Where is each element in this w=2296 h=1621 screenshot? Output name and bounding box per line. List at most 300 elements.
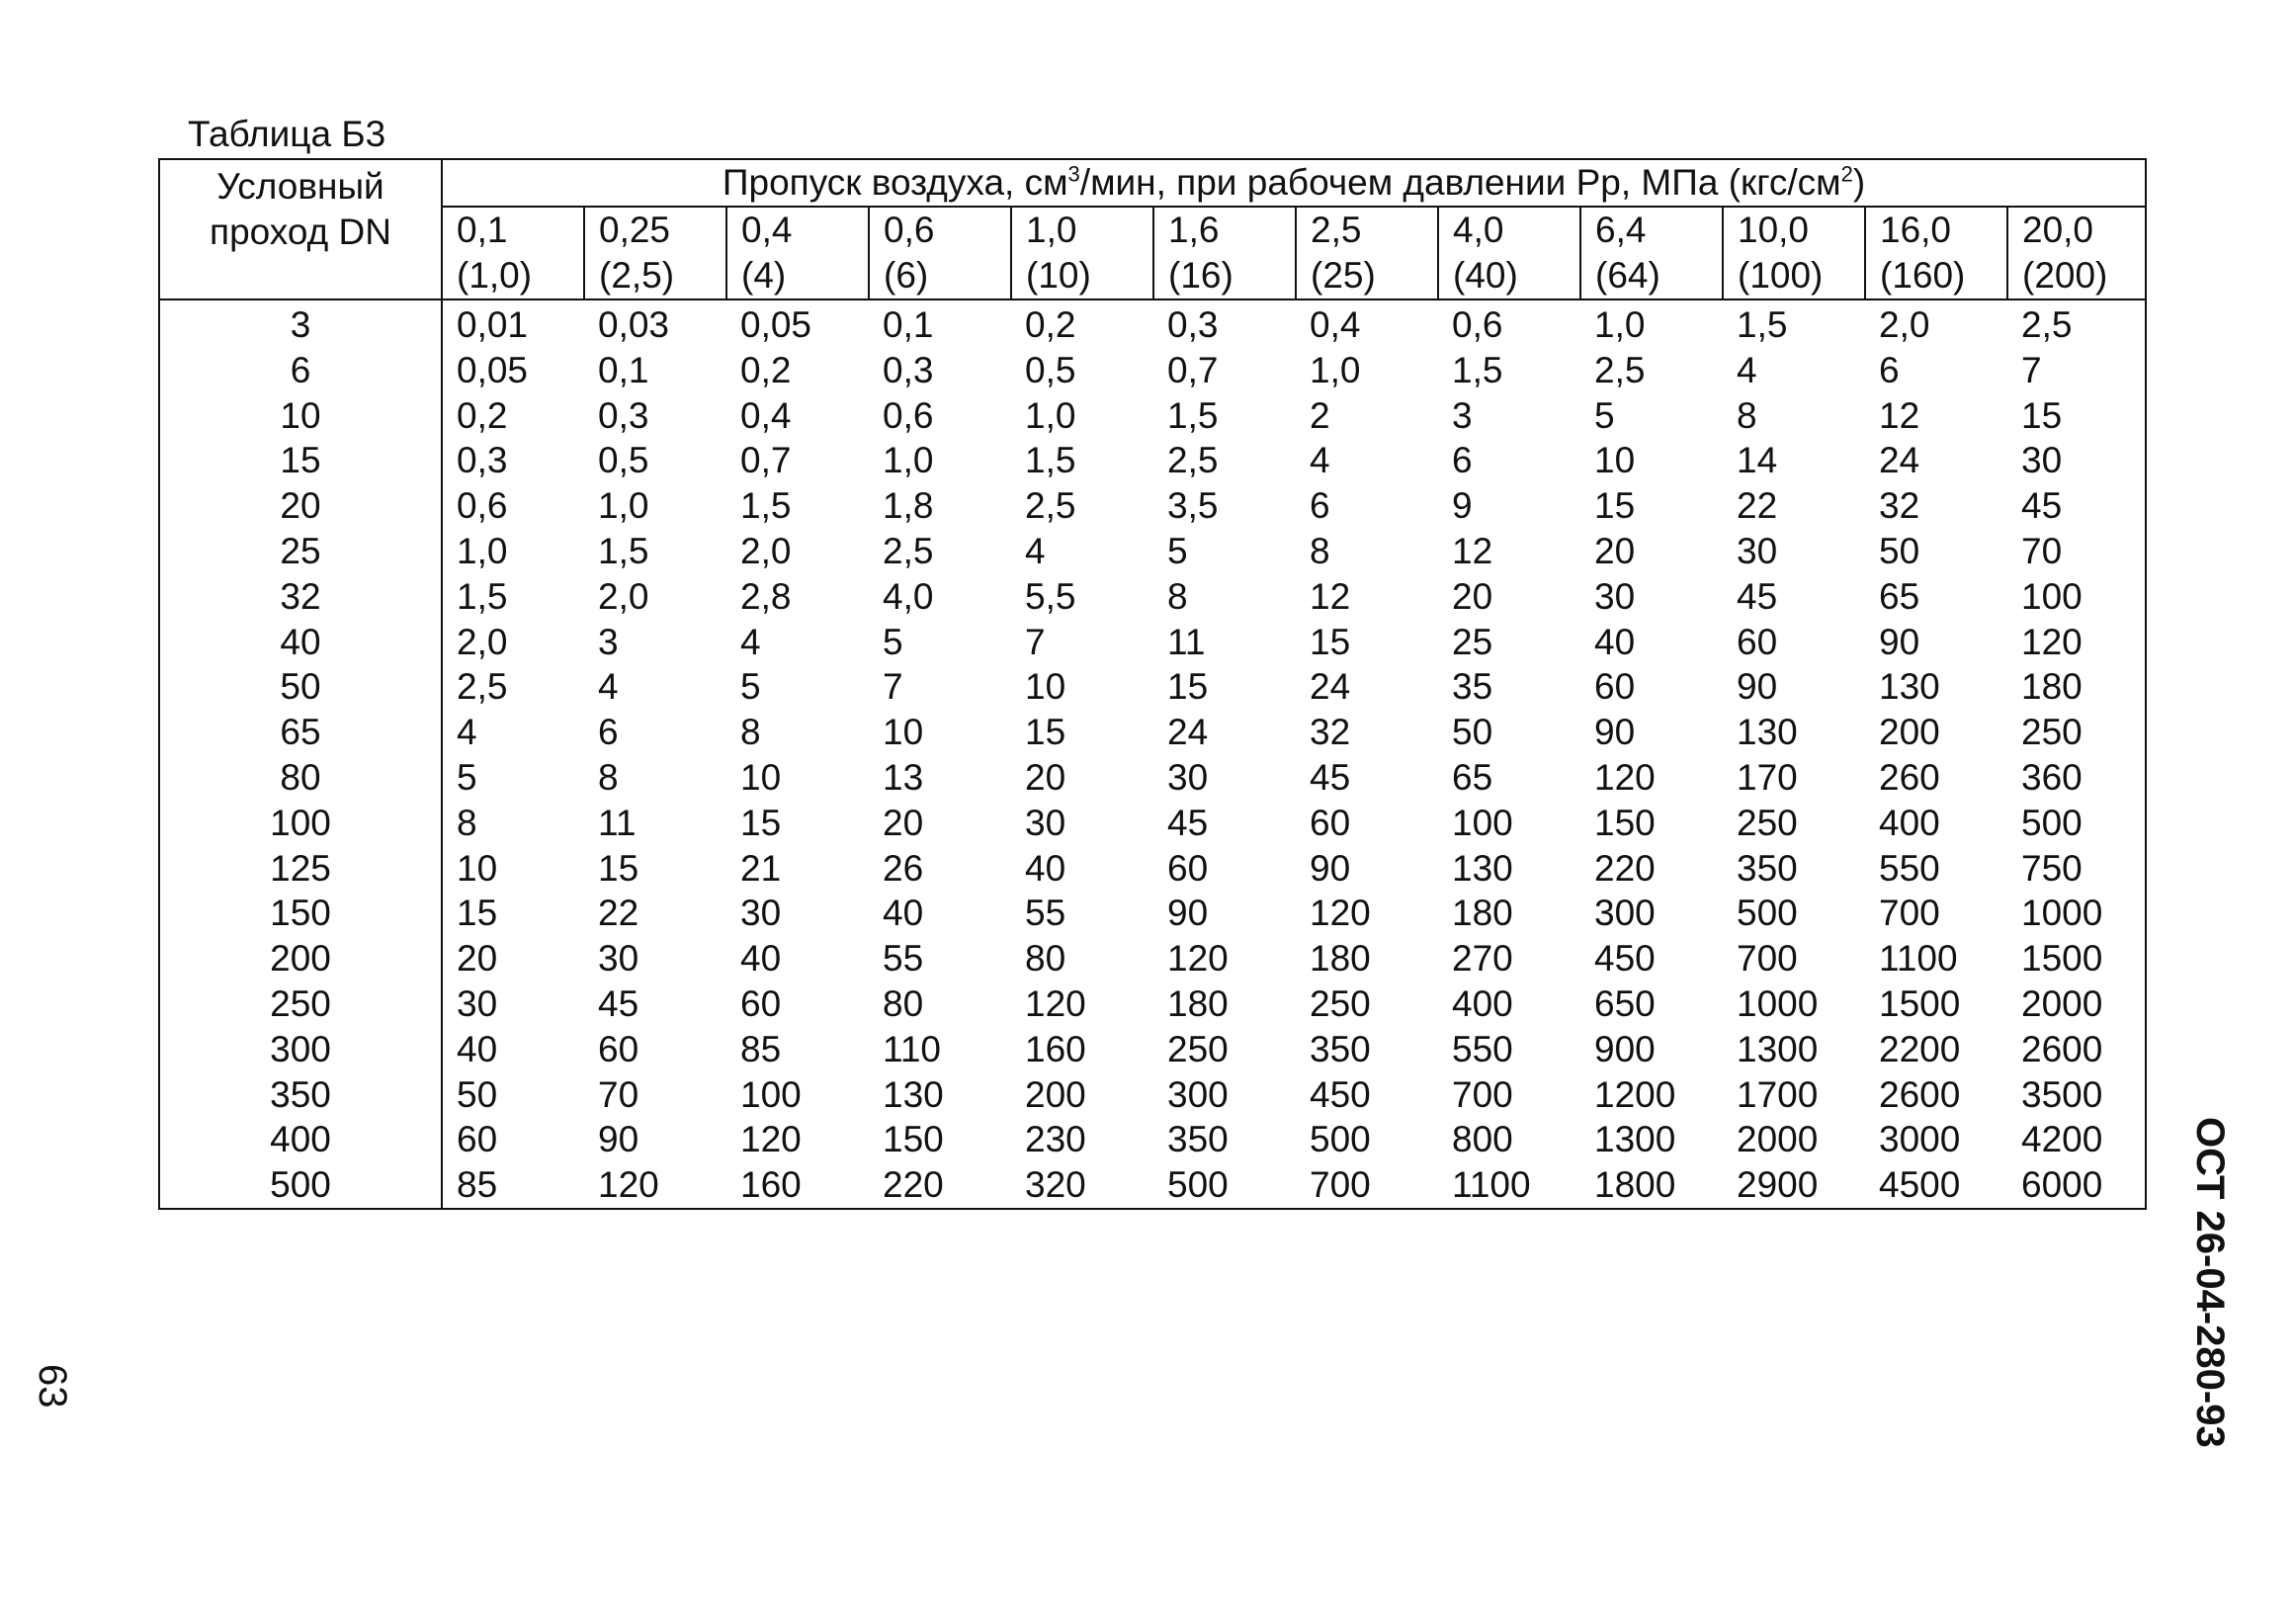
value-cell: 15 bbox=[1594, 485, 1636, 527]
value-cell: 300 bbox=[1594, 893, 1656, 934]
value-cell: 40 bbox=[1025, 847, 1066, 889]
pressure-kgf: (1,0) bbox=[457, 255, 533, 296]
value-cell: 10 bbox=[1025, 666, 1066, 708]
value-cell: 24 bbox=[1167, 712, 1209, 753]
value-cell: 8 bbox=[598, 756, 619, 798]
table-row bbox=[159, 393, 2146, 439]
value-cell: 1,5 bbox=[740, 485, 792, 527]
pressure-header-cell bbox=[1723, 207, 1865, 299]
value-cell: 5 bbox=[740, 666, 761, 708]
value-cell: 2900 bbox=[1737, 1164, 1819, 1206]
pressure-header-cell bbox=[1580, 207, 1723, 299]
value-cell: 200 bbox=[1879, 712, 1940, 753]
value-cell: 150 bbox=[883, 1119, 944, 1160]
pressure-mpa: 1,0 bbox=[1026, 210, 1077, 250]
value-cell: 130 bbox=[1452, 847, 1513, 889]
value-cell: 15 bbox=[457, 893, 498, 934]
value-cell: 0,03 bbox=[598, 304, 670, 345]
value-cell: 4 bbox=[1025, 530, 1046, 571]
value-cell: 90 bbox=[1167, 893, 1209, 934]
value-cell: 7 bbox=[2021, 349, 2042, 390]
value-cell: 4 bbox=[1737, 349, 1757, 390]
value-cell: 150 bbox=[1594, 802, 1656, 843]
pressure-mpa: 2,5 bbox=[1311, 210, 1362, 250]
value-cell: 0,6 bbox=[1452, 304, 1503, 345]
value-cell: 0,01 bbox=[457, 304, 529, 345]
value-cell: 1200 bbox=[1594, 1073, 1676, 1115]
dn-cell: 20 bbox=[159, 483, 442, 529]
value-cell: 90 bbox=[1310, 847, 1351, 889]
value-cell: 120 bbox=[1025, 982, 1086, 1024]
value-cell: 6 bbox=[598, 712, 619, 753]
value-cell: 500 bbox=[1167, 1164, 1229, 1206]
value-cell: 120 bbox=[1167, 938, 1229, 980]
table-row bbox=[159, 891, 2146, 936]
dn-cell: 32 bbox=[159, 574, 442, 620]
value-cell: 90 bbox=[1879, 621, 1920, 662]
value-cell: 15 bbox=[1167, 666, 1209, 708]
dn-cell: 300 bbox=[159, 1027, 442, 1072]
value-cell: 0,1 bbox=[883, 304, 934, 345]
header-row-group bbox=[159, 159, 2146, 207]
value-cell: 50 bbox=[457, 1073, 498, 1115]
value-cell: 350 bbox=[1167, 1119, 1229, 1160]
value-cell: 450 bbox=[1594, 938, 1656, 980]
value-cell: 220 bbox=[1594, 847, 1656, 889]
value-cell: 2200 bbox=[1879, 1028, 1961, 1069]
value-cell: 60 bbox=[740, 982, 782, 1024]
value-cell: 0,7 bbox=[1167, 349, 1219, 390]
table-row bbox=[159, 620, 2146, 665]
value-cell: 30 bbox=[2021, 440, 2063, 481]
value-cell: 21 bbox=[740, 847, 782, 889]
value-cell: 700 bbox=[1452, 1073, 1513, 1115]
value-cell: 7 bbox=[1025, 621, 1046, 662]
value-cell: 1,0 bbox=[1310, 349, 1361, 390]
value-cell: 0,4 bbox=[740, 394, 792, 436]
value-cell: 30 bbox=[1594, 575, 1636, 617]
table-row bbox=[159, 1117, 2146, 1162]
value-cell: 350 bbox=[1310, 1028, 1371, 1069]
value-cell: 2 bbox=[1310, 394, 1330, 436]
value-cell: 2600 bbox=[2021, 1028, 2103, 1069]
value-cell: 3 bbox=[1452, 394, 1473, 436]
value-cell: 2600 bbox=[1879, 1073, 1961, 1115]
value-cell: 65 bbox=[1879, 575, 1920, 617]
table-row bbox=[159, 1162, 2146, 1209]
value-cell: 8 bbox=[1737, 394, 1757, 436]
value-cell: 1500 bbox=[1879, 982, 1961, 1024]
table-row bbox=[159, 801, 2146, 846]
value-cell: 60 bbox=[598, 1028, 639, 1069]
value-cell: 0,3 bbox=[1167, 304, 1219, 345]
value-cell: 100 bbox=[740, 1073, 802, 1115]
pressure-kgf: (100) bbox=[1738, 255, 1824, 296]
value-cell: 30 bbox=[457, 982, 498, 1024]
value-cell: 270 bbox=[1452, 938, 1513, 980]
value-cell: 180 bbox=[1452, 893, 1513, 934]
pressure-mpa: 0,25 bbox=[599, 210, 671, 250]
dn-header-line1: Условный bbox=[216, 166, 384, 207]
value-cell: 500 bbox=[2021, 802, 2083, 843]
value-cell: 1,5 bbox=[457, 575, 508, 617]
value-cell: 0,6 bbox=[457, 485, 508, 527]
value-cell: 2,5 bbox=[1167, 440, 1219, 481]
value-cell: 100 bbox=[2021, 575, 2083, 617]
page-number: 63 bbox=[31, 1364, 74, 1408]
value-cell: 1,5 bbox=[598, 530, 649, 571]
value-cell: 60 bbox=[1594, 666, 1636, 708]
value-cell: 15 bbox=[740, 802, 782, 843]
value-cell: 60 bbox=[1310, 802, 1351, 843]
value-cell: 4 bbox=[598, 666, 619, 708]
air-leakage-table bbox=[158, 158, 2147, 1210]
value-cell: 4200 bbox=[2021, 1119, 2103, 1160]
value-cell: 20 bbox=[883, 802, 924, 843]
pressure-mpa: 0,4 bbox=[741, 210, 793, 250]
value-cell: 5 bbox=[883, 621, 903, 662]
value-cell: 0,05 bbox=[740, 304, 812, 345]
value-cell: 30 bbox=[1167, 756, 1209, 798]
table-row bbox=[159, 664, 2146, 710]
value-cell: 900 bbox=[1594, 1028, 1656, 1069]
value-cell: 400 bbox=[1879, 802, 1940, 843]
table-row bbox=[159, 755, 2146, 801]
pressure-header-cell bbox=[1011, 207, 1153, 299]
value-cell: 60 bbox=[1167, 847, 1209, 889]
value-cell: 2000 bbox=[2021, 982, 2103, 1024]
value-cell: 300 bbox=[1167, 1073, 1229, 1115]
value-cell: 8 bbox=[457, 802, 477, 843]
value-cell: 4 bbox=[457, 712, 477, 753]
dn-cell: 6 bbox=[159, 348, 442, 393]
dn-cell: 65 bbox=[159, 710, 442, 755]
air-flow-header-prefix: Пропуск воздуха, см bbox=[722, 162, 1068, 203]
pressure-header-cell bbox=[1438, 207, 1580, 299]
value-cell: 6 bbox=[1879, 349, 1900, 390]
value-cell: 0,2 bbox=[1025, 304, 1076, 345]
value-cell: 26 bbox=[883, 847, 924, 889]
value-cell: 50 bbox=[1452, 712, 1493, 753]
value-cell: 10 bbox=[457, 847, 498, 889]
value-cell: 3,5 bbox=[1167, 485, 1219, 527]
value-cell: 20 bbox=[457, 938, 498, 980]
value-cell: 15 bbox=[1310, 621, 1351, 662]
value-cell: 40 bbox=[883, 893, 924, 934]
dn-cell: 250 bbox=[159, 981, 442, 1027]
value-cell: 3 bbox=[598, 621, 619, 662]
value-cell: 80 bbox=[1025, 938, 1066, 980]
dn-cell: 100 bbox=[159, 801, 442, 846]
value-cell: 700 bbox=[1737, 938, 1798, 980]
table-body bbox=[159, 299, 2146, 1209]
value-cell: 13 bbox=[883, 756, 924, 798]
value-cell: 45 bbox=[1167, 802, 1209, 843]
value-cell: 2,0 bbox=[598, 575, 649, 617]
value-cell: 2,8 bbox=[740, 575, 792, 617]
value-cell: 2,0 bbox=[740, 530, 792, 571]
value-cell: 60 bbox=[457, 1119, 498, 1160]
value-cell: 20 bbox=[1452, 575, 1493, 617]
value-cell: 0,5 bbox=[1025, 349, 1076, 390]
value-cell: 0,5 bbox=[598, 440, 649, 481]
value-cell: 170 bbox=[1737, 756, 1798, 798]
pressure-kgf: (200) bbox=[2022, 255, 2108, 296]
value-cell: 450 bbox=[1310, 1073, 1371, 1115]
pressure-header-cell bbox=[726, 207, 869, 299]
value-cell: 45 bbox=[598, 982, 639, 1024]
header-row-pressures bbox=[159, 207, 2146, 299]
value-cell: 24 bbox=[1310, 666, 1351, 708]
value-cell: 45 bbox=[1737, 575, 1778, 617]
value-cell: 4,0 bbox=[883, 575, 934, 617]
pressure-header-cell bbox=[869, 207, 1011, 299]
value-cell: 15 bbox=[1025, 712, 1066, 753]
value-cell: 90 bbox=[1737, 666, 1778, 708]
table-row bbox=[159, 574, 2146, 620]
dn-header bbox=[159, 159, 442, 299]
value-cell: 20 bbox=[1594, 530, 1636, 571]
value-cell: 70 bbox=[598, 1073, 639, 1115]
value-cell: 800 bbox=[1452, 1119, 1513, 1160]
value-cell: 130 bbox=[1737, 712, 1798, 753]
value-cell: 65 bbox=[1452, 756, 1493, 798]
value-cell: 1100 bbox=[1452, 1164, 1531, 1206]
value-cell: 1,0 bbox=[598, 485, 649, 527]
value-cell: 35 bbox=[1452, 666, 1493, 708]
value-cell: 100 bbox=[1452, 802, 1513, 843]
value-cell: 250 bbox=[1737, 802, 1798, 843]
value-cell: 1000 bbox=[1737, 982, 1819, 1024]
table-row bbox=[159, 483, 2146, 529]
dn-header-line2: проход DN bbox=[210, 212, 391, 252]
table-row bbox=[159, 981, 2146, 1027]
value-cell: 22 bbox=[598, 893, 639, 934]
value-cell: 200 bbox=[1025, 1073, 1086, 1115]
dn-cell: 200 bbox=[159, 936, 442, 981]
value-cell: 0,05 bbox=[457, 349, 529, 390]
table-row bbox=[159, 936, 2146, 981]
value-cell: 2,5 bbox=[1025, 485, 1076, 527]
pressure-mpa: 10,0 bbox=[1738, 210, 1810, 250]
value-cell: 250 bbox=[1310, 982, 1371, 1024]
value-cell: 550 bbox=[1452, 1028, 1513, 1069]
value-cell: 4500 bbox=[1879, 1164, 1961, 1206]
value-cell: 5 bbox=[1167, 530, 1188, 571]
value-cell: 2,5 bbox=[457, 666, 508, 708]
pressure-kgf: (25) bbox=[1311, 255, 1376, 296]
value-cell: 120 bbox=[740, 1119, 802, 1160]
dn-cell: 50 bbox=[159, 664, 442, 710]
value-cell: 7 bbox=[883, 666, 903, 708]
pressure-kgf: (2,5) bbox=[599, 255, 675, 296]
pressure-kgf: (10) bbox=[1026, 255, 1091, 296]
value-cell: 250 bbox=[2021, 712, 2083, 753]
air-flow-header-sup-cube: 3 bbox=[1067, 161, 1080, 187]
pressure-kgf: (64) bbox=[1595, 255, 1660, 296]
value-cell: 25 bbox=[1452, 621, 1493, 662]
value-cell: 9 bbox=[1452, 485, 1473, 527]
table-row bbox=[159, 846, 2146, 892]
value-cell: 3500 bbox=[2021, 1073, 2103, 1115]
pressure-kgf: (4) bbox=[741, 255, 787, 296]
value-cell: 40 bbox=[457, 1028, 498, 1069]
value-cell: 180 bbox=[2021, 666, 2083, 708]
value-cell: 2,5 bbox=[1594, 349, 1646, 390]
value-cell: 230 bbox=[1025, 1119, 1086, 1160]
value-cell: 0,3 bbox=[457, 440, 508, 481]
air-flow-header-sup-square: 2 bbox=[1840, 161, 1853, 187]
value-cell: 60 bbox=[1737, 621, 1778, 662]
value-cell: 55 bbox=[883, 938, 924, 980]
value-cell: 10 bbox=[883, 712, 924, 753]
value-cell: 1300 bbox=[1737, 1028, 1819, 1069]
value-cell: 8 bbox=[1167, 575, 1188, 617]
value-cell: 0,7 bbox=[740, 440, 792, 481]
pressure-header-cell bbox=[1296, 207, 1438, 299]
value-cell: 1800 bbox=[1594, 1164, 1676, 1206]
table-row bbox=[159, 348, 2146, 393]
value-cell: 12 bbox=[1452, 530, 1493, 571]
value-cell: 45 bbox=[2021, 485, 2063, 527]
value-cell: 320 bbox=[1025, 1164, 1086, 1206]
pressure-kgf: (160) bbox=[1880, 255, 1966, 296]
table-row bbox=[159, 1027, 2146, 1072]
value-cell: 1700 bbox=[1737, 1073, 1819, 1115]
value-cell: 30 bbox=[1737, 530, 1778, 571]
pressure-header-cell bbox=[2007, 207, 2146, 299]
value-cell: 40 bbox=[1594, 621, 1636, 662]
pressure-header-cell bbox=[1865, 207, 2007, 299]
value-cell: 10 bbox=[1594, 440, 1636, 481]
value-cell: 0,6 bbox=[883, 394, 934, 436]
value-cell: 12 bbox=[1310, 575, 1351, 617]
pressure-mpa: 0,1 bbox=[457, 210, 508, 250]
value-cell: 1,5 bbox=[1452, 349, 1503, 390]
value-cell: 50 bbox=[1879, 530, 1920, 571]
air-flow-header-middle: /мин, при рабочем давлении Рр, МПа (кгс/см bbox=[1079, 162, 1841, 203]
table-caption: Таблица Б3 bbox=[188, 114, 386, 154]
value-cell: 1,5 bbox=[1737, 304, 1788, 345]
dn-cell: 150 bbox=[159, 891, 442, 936]
value-cell: 0,3 bbox=[598, 394, 649, 436]
value-cell: 550 bbox=[1879, 847, 1940, 889]
pressure-mpa: 20,0 bbox=[2022, 210, 2094, 250]
value-cell: 120 bbox=[598, 1164, 659, 1206]
value-cell: 8 bbox=[740, 712, 761, 753]
value-cell: 5 bbox=[1594, 394, 1615, 436]
value-cell: 40 bbox=[740, 938, 782, 980]
dn-cell: 25 bbox=[159, 529, 442, 574]
value-cell: 4 bbox=[1310, 440, 1330, 481]
air-flow-header bbox=[442, 159, 2146, 207]
pressure-header-cell bbox=[442, 207, 584, 299]
value-cell: 85 bbox=[740, 1028, 782, 1069]
value-cell: 2000 bbox=[1737, 1119, 1819, 1160]
value-cell: 1,5 bbox=[1025, 440, 1076, 481]
value-cell: 1,5 bbox=[1167, 394, 1219, 436]
value-cell: 1300 bbox=[1594, 1119, 1676, 1160]
value-cell: 0,2 bbox=[457, 394, 508, 436]
dn-cell: 10 bbox=[159, 393, 442, 439]
pressure-kgf: (40) bbox=[1453, 255, 1518, 296]
value-cell: 12 bbox=[1879, 394, 1920, 436]
value-cell: 2,5 bbox=[883, 530, 934, 571]
value-cell: 55 bbox=[1025, 893, 1066, 934]
value-cell: 500 bbox=[1310, 1119, 1371, 1160]
value-cell: 1,8 bbox=[883, 485, 934, 527]
value-cell: 250 bbox=[1167, 1028, 1229, 1069]
dn-cell: 40 bbox=[159, 620, 442, 665]
dn-cell: 400 bbox=[159, 1117, 442, 1162]
value-cell: 20 bbox=[1025, 756, 1066, 798]
dn-cell: 350 bbox=[159, 1072, 442, 1118]
value-cell: 6 bbox=[1452, 440, 1473, 481]
pressure-mpa: 6,4 bbox=[1595, 210, 1647, 250]
value-cell: 24 bbox=[1879, 440, 1920, 481]
value-cell: 2,0 bbox=[1879, 304, 1930, 345]
value-cell: 11 bbox=[1167, 621, 1206, 662]
value-cell: 700 bbox=[1879, 893, 1940, 934]
value-cell: 30 bbox=[598, 938, 639, 980]
dn-cell: 80 bbox=[159, 755, 442, 801]
value-cell: 4 bbox=[740, 621, 761, 662]
value-cell: 220 bbox=[883, 1164, 944, 1206]
value-cell: 11 bbox=[598, 802, 637, 843]
value-cell: 2,0 bbox=[457, 621, 508, 662]
value-cell: 90 bbox=[1594, 712, 1636, 753]
value-cell: 6000 bbox=[2021, 1164, 2103, 1206]
value-cell: 750 bbox=[2021, 847, 2083, 889]
value-cell: 2,5 bbox=[2021, 304, 2073, 345]
value-cell: 130 bbox=[1879, 666, 1940, 708]
value-cell: 0,3 bbox=[883, 349, 934, 390]
value-cell: 120 bbox=[1594, 756, 1656, 798]
value-cell: 14 bbox=[1737, 440, 1778, 481]
value-cell: 6 bbox=[1310, 485, 1330, 527]
value-cell: 400 bbox=[1452, 982, 1513, 1024]
value-cell: 8 bbox=[1310, 530, 1330, 571]
pressure-header-cell bbox=[1153, 207, 1296, 299]
value-cell: 5,5 bbox=[1025, 575, 1076, 617]
value-cell: 80 bbox=[883, 982, 924, 1024]
value-cell: 22 bbox=[1737, 485, 1778, 527]
value-cell: 160 bbox=[740, 1164, 802, 1206]
value-cell: 10 bbox=[740, 756, 782, 798]
pressure-mpa: 1,6 bbox=[1168, 210, 1220, 250]
value-cell: 0,4 bbox=[1310, 304, 1361, 345]
value-cell: 700 bbox=[1310, 1164, 1371, 1206]
value-cell: 85 bbox=[457, 1164, 498, 1206]
dn-cell: 125 bbox=[159, 846, 442, 892]
value-cell: 360 bbox=[2021, 756, 2083, 798]
dn-cell: 3 bbox=[159, 299, 442, 348]
value-cell: 1500 bbox=[2021, 938, 2103, 980]
value-cell: 350 bbox=[1737, 847, 1798, 889]
value-cell: 160 bbox=[1025, 1028, 1086, 1069]
value-cell: 180 bbox=[1167, 982, 1229, 1024]
value-cell: 30 bbox=[1025, 802, 1066, 843]
pressure-kgf: (6) bbox=[884, 255, 929, 296]
table-row bbox=[159, 529, 2146, 574]
value-cell: 650 bbox=[1594, 982, 1656, 1024]
pressure-mpa: 4,0 bbox=[1453, 210, 1504, 250]
value-cell: 32 bbox=[1879, 485, 1920, 527]
value-cell: 260 bbox=[1879, 756, 1940, 798]
value-cell: 0,1 bbox=[598, 349, 649, 390]
value-cell: 1,0 bbox=[1594, 304, 1646, 345]
pressure-header-cell bbox=[584, 207, 726, 299]
